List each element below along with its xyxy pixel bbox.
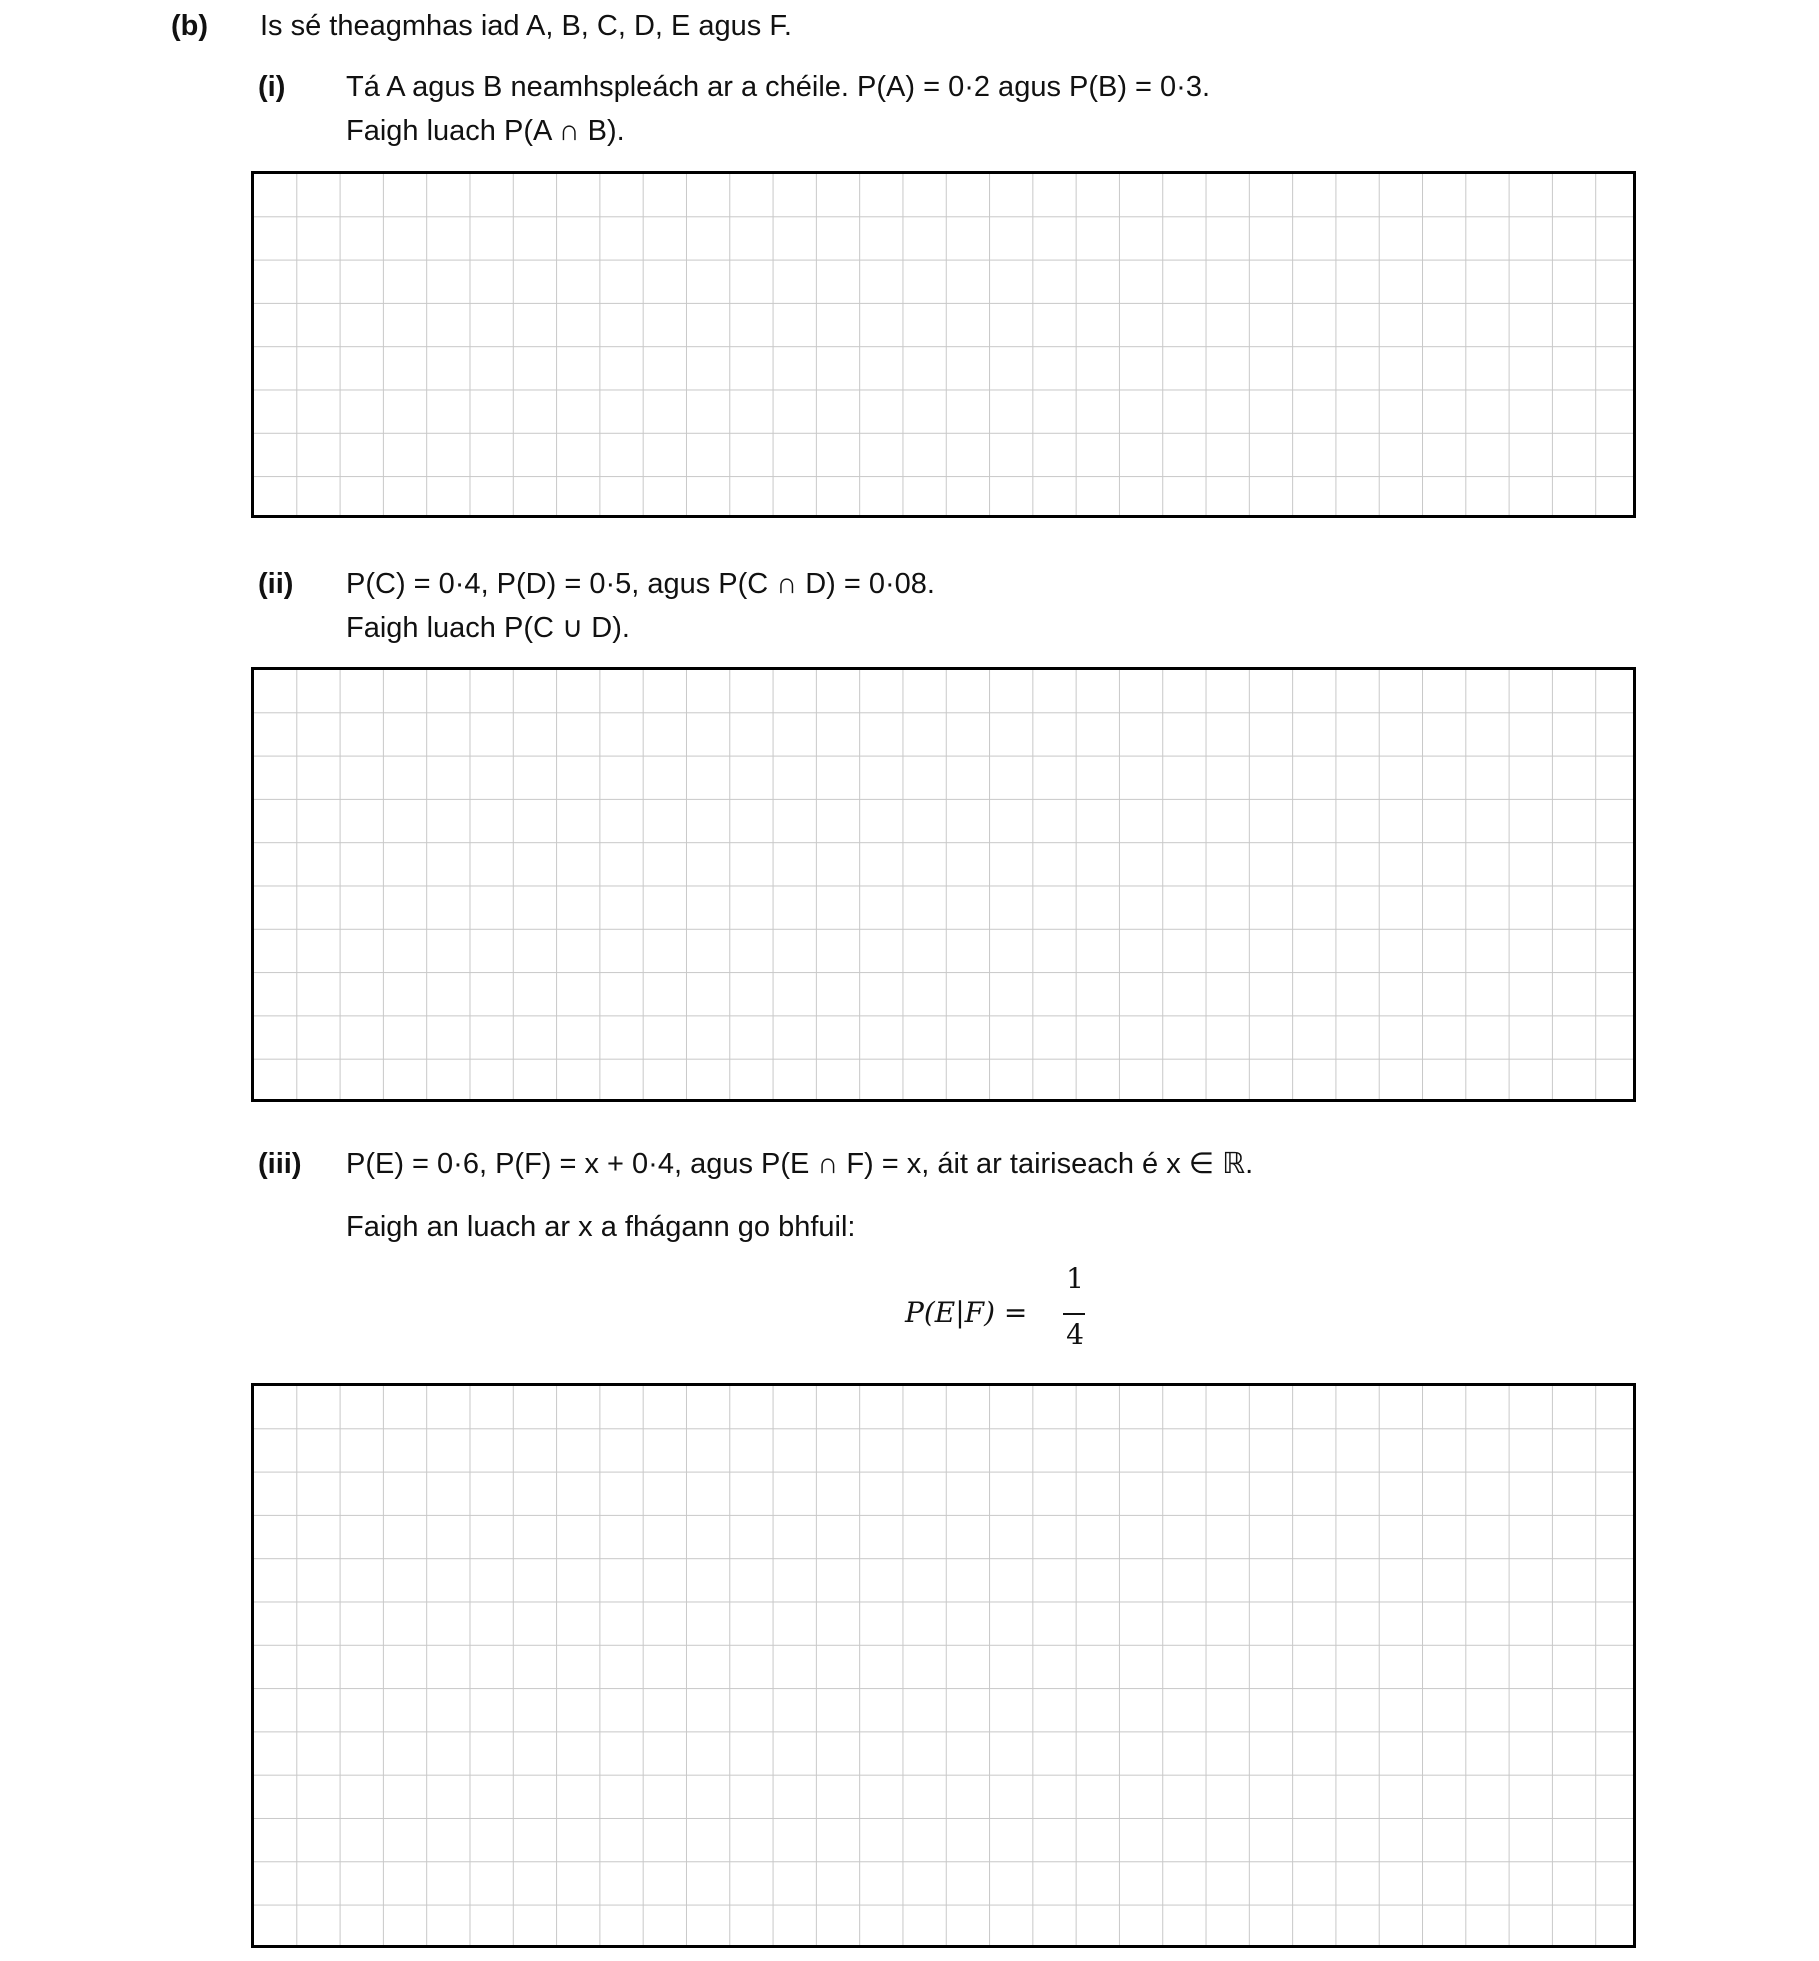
q2-label: (ii): [258, 568, 294, 600]
q1-question: Faigh luach P(A ∩ B).: [346, 115, 625, 147]
q2-answer-box[interactable]: [251, 667, 1636, 1102]
q2-question: Faigh luach P(C ∪ D).: [346, 612, 630, 644]
part-intro: Is sé theagmhas iad A, B, C, D, E agus F.: [260, 10, 792, 42]
q1-statement: Tá A agus B neamhspleách ar a chéile. P(A) = 0·2 agus P(B) = 0·3.: [346, 71, 1211, 103]
part-label: (b): [171, 10, 209, 42]
q2-statement: P(C) = 0·4, P(D) = 0·5, agus P(C ∩ D) = 0·08.: [346, 568, 935, 600]
q1-label: (i): [258, 71, 286, 103]
q3-statement: P(E) = 0·6, P(F) = x + 0·4, agus P(E ∩ F) = x, áit ar tairiseach é x ∈ ℝ.: [346, 1148, 1254, 1180]
q1-answer-box[interactable]: [251, 171, 1636, 518]
q3-answer-box[interactable]: [251, 1383, 1636, 1948]
q3-fraction-numerator: 1: [1066, 1262, 1084, 1295]
q3-question: Faigh an luach ar x a fhágann go bhfuil:: [346, 1211, 856, 1243]
fraction-bar: [1063, 1313, 1085, 1315]
q3-label: (iii): [258, 1148, 302, 1180]
q3-equation-lhs: P(E|F) =: [905, 1296, 1028, 1329]
q3-fraction-denominator: 4: [1066, 1318, 1084, 1351]
